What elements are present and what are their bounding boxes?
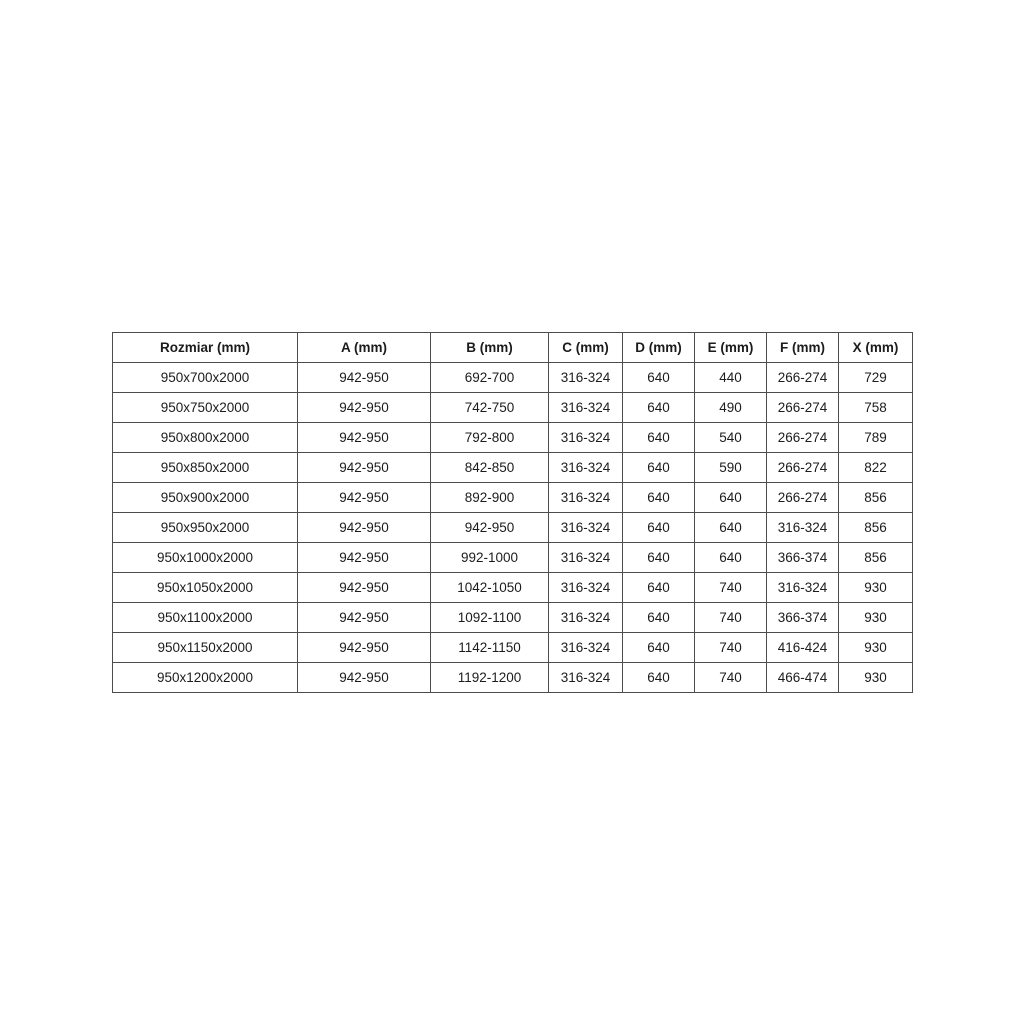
table-cell: 692-700 [431,363,549,393]
table-header-row [113,333,913,363]
table-cell: 540 [695,423,767,453]
table-cell: 316-324 [549,603,623,633]
table-row [113,573,913,603]
table-cell: 316-324 [549,393,623,423]
table-cell: 640 [623,603,695,633]
table-cell: 950x1000x2000 [113,543,298,573]
table-cell: 490 [695,393,767,423]
table-cell: 640 [623,363,695,393]
table-cell: 316-324 [549,453,623,483]
column-header: B (mm) [431,333,549,363]
table-row [113,663,913,693]
column-header: Rozmiar (mm) [113,333,298,363]
table-cell: 640 [695,543,767,573]
table-cell: 740 [695,633,767,663]
table-cell: 856 [839,513,913,543]
table-cell: 856 [839,543,913,573]
table-cell: 640 [623,453,695,483]
table-cell: 316-324 [549,543,623,573]
table-cell: 640 [623,633,695,663]
table-cell: 640 [623,393,695,423]
table-cell: 792-800 [431,423,549,453]
table-cell: 942-950 [298,453,431,483]
table-cell: 950x750x2000 [113,393,298,423]
table-cell: 1192-1200 [431,663,549,693]
table-cell: 930 [839,603,913,633]
table-cell: 950x700x2000 [113,363,298,393]
table-cell: 930 [839,633,913,663]
column-header: F (mm) [767,333,839,363]
table-cell: 740 [695,603,767,633]
table-cell: 950x1100x2000 [113,603,298,633]
table-cell: 740 [695,663,767,693]
table-cell: 316-324 [549,423,623,453]
table-cell: 316-324 [549,513,623,543]
table-cell: 856 [839,483,913,513]
table-cell: 742-750 [431,393,549,423]
table-cell: 950x950x2000 [113,513,298,543]
table-cell: 640 [623,423,695,453]
table-cell: 316-324 [549,663,623,693]
table-cell: 640 [623,513,695,543]
table-cell: 950x800x2000 [113,423,298,453]
table-cell: 942-950 [298,423,431,453]
table-cell: 942-950 [431,513,549,543]
table-cell: 942-950 [298,663,431,693]
column-header: A (mm) [298,333,431,363]
table-cell: 316-324 [767,513,839,543]
table-cell: 266-274 [767,363,839,393]
table-cell: 942-950 [298,393,431,423]
table-cell: 640 [623,483,695,513]
table-cell: 416-424 [767,633,839,663]
table-cell: 822 [839,453,913,483]
column-header: X (mm) [839,333,913,363]
column-header: D (mm) [623,333,695,363]
table-row [113,603,913,633]
table-cell: 640 [695,483,767,513]
table-cell: 1142-1150 [431,633,549,663]
table-cell: 640 [623,573,695,603]
table-cell: 266-274 [767,483,839,513]
table-cell: 942-950 [298,483,431,513]
table-cell: 266-274 [767,423,839,453]
column-header: C (mm) [549,333,623,363]
table-cell: 789 [839,423,913,453]
column-header: E (mm) [695,333,767,363]
table-cell: 930 [839,663,913,693]
table-cell: 316-324 [767,573,839,603]
table-cell: 366-374 [767,543,839,573]
table-cell: 640 [623,663,695,693]
table-cell: 316-324 [549,573,623,603]
table-cell: 930 [839,573,913,603]
table-cell: 942-950 [298,363,431,393]
table-cell: 942-950 [298,603,431,633]
table-row [113,483,913,513]
table-cell: 1042-1050 [431,573,549,603]
table-cell: 892-900 [431,483,549,513]
table-cell: 590 [695,453,767,483]
table-row [113,393,913,423]
table-cell: 266-274 [767,453,839,483]
table-cell: 466-474 [767,663,839,693]
table-cell: 1092-1100 [431,603,549,633]
table-cell: 316-324 [549,633,623,663]
table-cell: 366-374 [767,603,839,633]
table-cell: 266-274 [767,393,839,423]
table-cell: 942-950 [298,513,431,543]
table-cell: 950x1150x2000 [113,633,298,663]
table-row [113,513,913,543]
table-cell: 440 [695,363,767,393]
table-cell: 729 [839,363,913,393]
table-cell: 640 [623,543,695,573]
table-cell: 758 [839,393,913,423]
table-cell: 950x850x2000 [113,453,298,483]
table-row [113,363,913,393]
table-row [113,633,913,663]
table-row [113,423,913,453]
table-cell: 950x900x2000 [113,483,298,513]
table-cell: 316-324 [549,483,623,513]
size-spec-table [112,332,913,693]
table-row [113,543,913,573]
table-cell: 942-950 [298,543,431,573]
table-cell: 942-950 [298,633,431,663]
table-body [113,363,913,693]
table-cell: 950x1200x2000 [113,663,298,693]
table-cell: 640 [695,513,767,543]
table-cell: 740 [695,573,767,603]
table-row [113,453,913,483]
table-cell: 942-950 [298,573,431,603]
table-cell: 842-850 [431,453,549,483]
table-cell: 950x1050x2000 [113,573,298,603]
table-cell: 992-1000 [431,543,549,573]
table-cell: 316-324 [549,363,623,393]
